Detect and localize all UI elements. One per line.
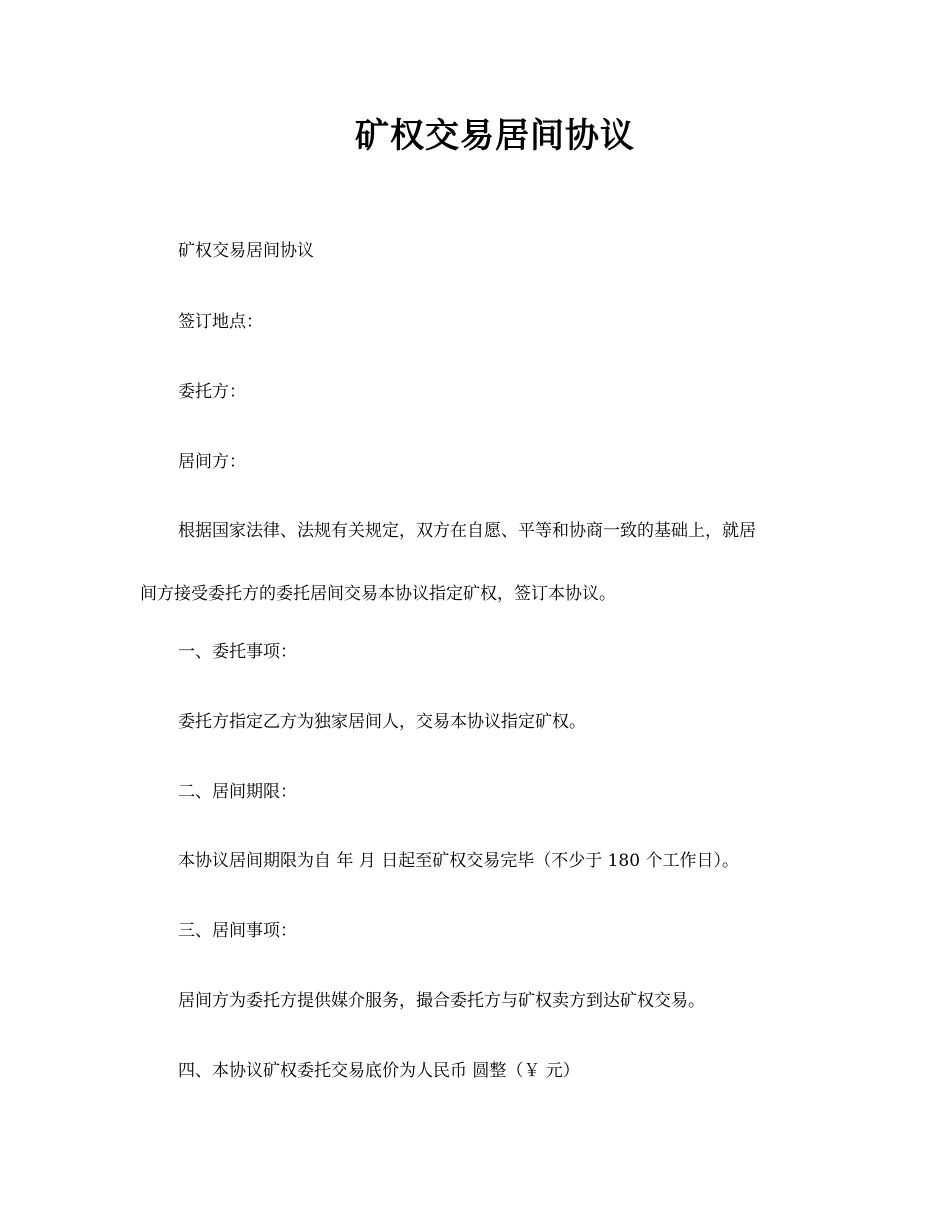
section-2-body: 本协议居间期限为自 年 月 日起至矿权交易完毕（不少于 180 个工作日）。	[178, 851, 739, 871]
section-1-heading: 一、委托事项：	[178, 642, 297, 662]
section-2-heading: 二、居间期限：	[178, 782, 297, 802]
paragraph-preamble	[140, 519, 820, 606]
section-3-body: 居间方为委托方提供媒介服务，撮合委托方与矿权卖方到达矿权交易。	[178, 991, 705, 1011]
paragraph-client: 委托方：	[178, 382, 246, 402]
section-4-heading: 四、本协议矿权委托交易底价为人民币 圆整（￥ 元）	[178, 1061, 580, 1081]
preamble-line-2: 间方接受委托方的委托居间交易本协议指定矿权，签订本协议。	[140, 584, 616, 604]
section-3-heading: 三、居间事项：	[178, 921, 297, 941]
paragraph-broker: 居间方：	[178, 452, 246, 472]
section-1-body: 委托方指定乙方为独家居间人，交易本协议指定矿权。	[178, 712, 586, 732]
paragraph-sign-place: 签订地点：	[178, 312, 263, 332]
paragraph-heading-repeat: 矿权交易居间协议	[178, 241, 314, 261]
document-title: 矿权交易居间协议	[355, 116, 635, 156]
preamble-line-1: 根据国家法律、法规有关规定，双方在自愿、平等和协商一致的基础上，就居	[178, 521, 756, 541]
